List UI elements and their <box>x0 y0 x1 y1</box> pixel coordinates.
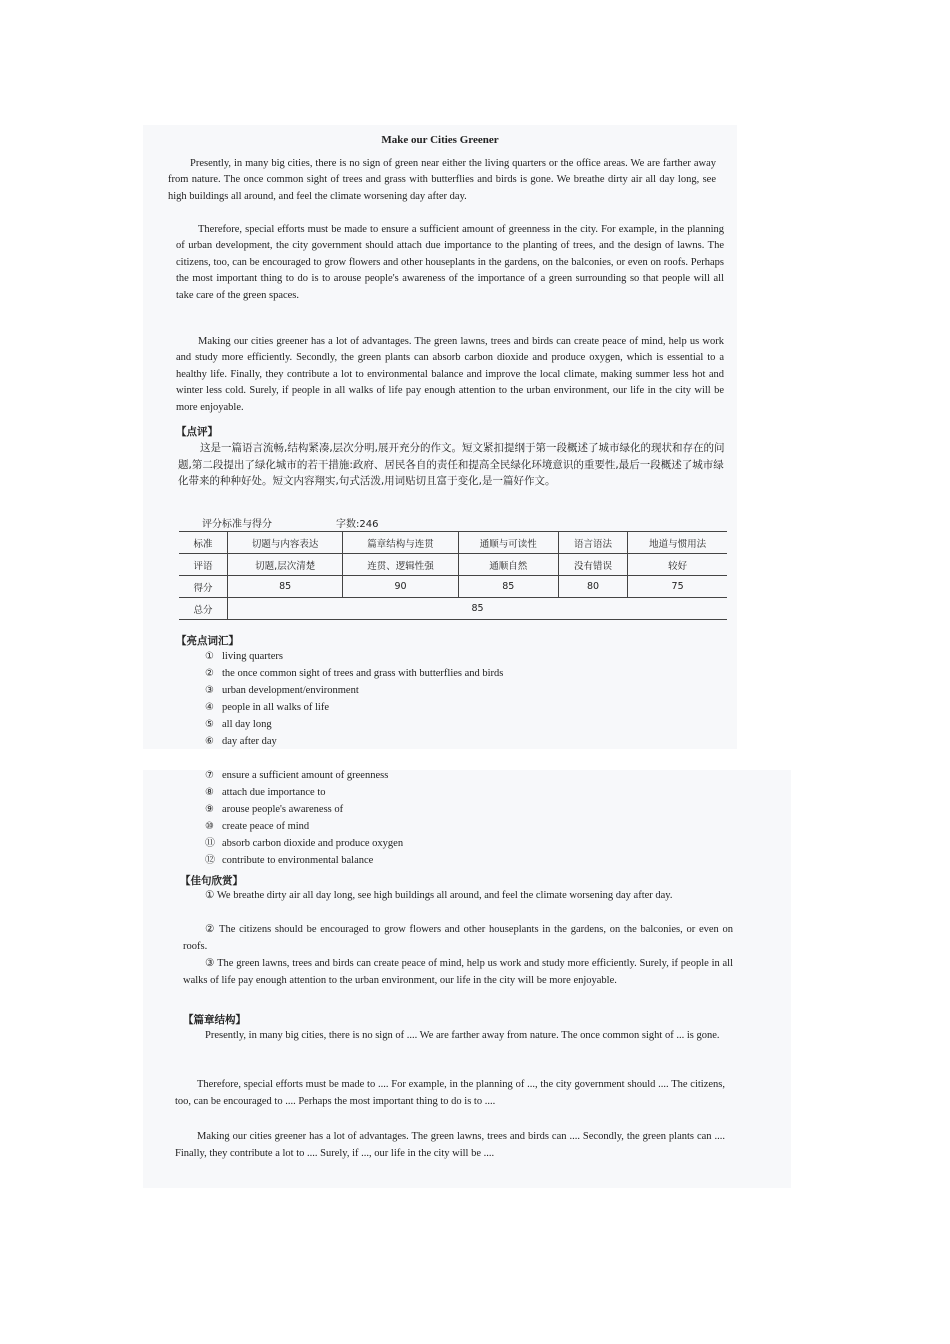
vocab-list-1 <box>205 649 503 750</box>
table-cell: 通顺自然 <box>458 554 558 576</box>
list-item: ⑩ create peace of mind <box>205 820 310 832</box>
score-table-title: 评分标准与得分 <box>202 519 272 530</box>
list-item: ① living quarters <box>205 651 283 662</box>
table-cell: 通顺与可读性 <box>458 532 558 554</box>
table-cell: 得分 <box>179 576 228 598</box>
list-item: ⑨ arouse people's awareness of <box>205 803 344 815</box>
total-score: 85 <box>228 598 728 620</box>
table-cell: 总分 <box>179 598 228 620</box>
table-cell: 较好 <box>628 554 727 576</box>
word-count: 字数:246 <box>336 519 379 530</box>
table-cell: 语言语法 <box>558 532 627 554</box>
structure-heading: 【篇章结构】 <box>183 1014 246 1026</box>
comment-text: 这是一篇语言流畅,结构紧凑,层次分明,展开充分的作文。短文紧扣提纲于第一段概述了城市绿化的现状和存在的问题,第二段提出了绿化城市的若干措施:政府、居民各自的责任和提高全民绿化环境意识的重要性,最后一段概述了城市绿化带来的种种好处。短文内容翔实,句式活泼,用词贴切且富于变化,是一篇好作文。 <box>178 442 725 488</box>
sentence-item: ② The citizens should be encouraged to grow flowers and other houseplants in the gardens, on the balconies, or even on roofs. <box>183 924 733 952</box>
table-cell: 切题与内容表达 <box>228 532 343 554</box>
essay-title: Make our Cities Greener <box>381 134 499 146</box>
table-cell: 连贯、逻辑性强 <box>343 554 458 576</box>
vocab-list-2 <box>205 768 403 869</box>
table-cell: 85 <box>458 576 558 598</box>
sentence-item: ① We breathe dirty air all day long, see high buildings all around, and feel the climate worsening day after day. <box>205 890 673 901</box>
list-item: ⑦ ensure a sufficient amount of greenness <box>205 770 389 781</box>
table-cell: 90 <box>343 576 458 598</box>
list-item: ③ urban development/environment <box>205 684 359 696</box>
table-cell: 切题,层次清楚 <box>228 554 343 576</box>
essay-paragraph-1: Presently, in many big cities, there is no sign of green near either the living quarters or the office areas. We are farther away from nature. The once common sight of trees and grass with butterflies and birds is gone. We breathe dirty air all day long, see high buildings all around, and feel the climate worsening day after day. <box>168 158 716 202</box>
list-item: ⑤ all day long <box>205 718 272 730</box>
sentences-heading: 【佳句欣赏】 <box>180 875 243 887</box>
table-cell: 80 <box>558 576 627 598</box>
sentence-item: ③ The green lawns, trees and birds can create peace of mind, help us work and study more efficiently. Surely, if people in all walks of life pay enough attention to the urban environment, our life in the city will be more enjoyable. <box>183 958 733 986</box>
essay-paragraph-3: Making our cities greener has a lot of advantages. The green lawns, trees and birds can create peace of mind, help us work and study more efficiently. Secondly, the green plants can absorb carbon dioxide and produce oxygen, which is essential to a healthy life. Finally, they contribute a lot to environmental balance and improve the local climate, making summer less hot and winter less cold. Surely, if people in all walks of life pay enough attention to the urban environment, our life in the city will be more enjoyable. <box>176 336 724 413</box>
essay-paragraph-2: Therefore, special efforts must be made to ensure a sufficient amount of greenness in the city. For example, in the planning of urban development, the city government should attach due importance to the planting of trees, and the design of lawns. The citizens, too, can be encouraged to grow flowers and other houseplants in the gardens, on the balconies, or even on roofs. Perhaps the most important thing to do is to arouse people's awareness of the importance of a green surrounding so that people will all take care of the green spaces. <box>176 224 724 301</box>
table-cell: 标准 <box>179 532 228 554</box>
table-cell: 85 <box>228 576 343 598</box>
table-cell: 地道与惯用法 <box>628 532 727 554</box>
list-item: ④ people in all walks of life <box>205 701 330 713</box>
list-item: ⑪ absorb carbon dioxide and produce oxygen <box>205 837 404 849</box>
table-row <box>179 576 727 598</box>
list-item: ⑥ day after day <box>205 735 277 747</box>
table-row <box>179 598 727 620</box>
score-table-caption <box>202 515 442 530</box>
table-cell: 评语 <box>179 554 228 576</box>
list-item: ⑧ attach due importance to <box>205 786 326 798</box>
structure-paragraph: Therefore, special efforts must be made to .... For example, in the planning of ..., the city government should .... The citizens, too, can be encouraged to .... Perhaps the most important thing to do is to .... <box>175 1079 725 1107</box>
table-row <box>179 554 727 576</box>
list-item: ② the once common sight of trees and grass with butterflies and birds <box>205 667 504 679</box>
structure-paragraph: Presently, in many big cities, there is no sign of .... We are farther away from nature. The once common sight of ... is gone. <box>205 1030 720 1041</box>
score-table <box>179 531 727 620</box>
table-row <box>179 532 727 554</box>
comment-heading: 【点评】 <box>176 426 218 438</box>
table-cell: 篇章结构与连贯 <box>343 532 458 554</box>
table-cell: 没有错误 <box>558 554 627 576</box>
structure-paragraph: Making our cities greener has a lot of advantages. The green lawns, trees and birds can .... Secondly, the green plants can .... Finally, they contribute a lot to .... Surely, if ..., our life in the city will be .... <box>175 1131 725 1159</box>
table-cell: 75 <box>628 576 727 598</box>
vocab-heading: 【亮点词汇】 <box>176 635 239 647</box>
list-item: ⑫ contribute to environmental balance <box>205 854 374 866</box>
